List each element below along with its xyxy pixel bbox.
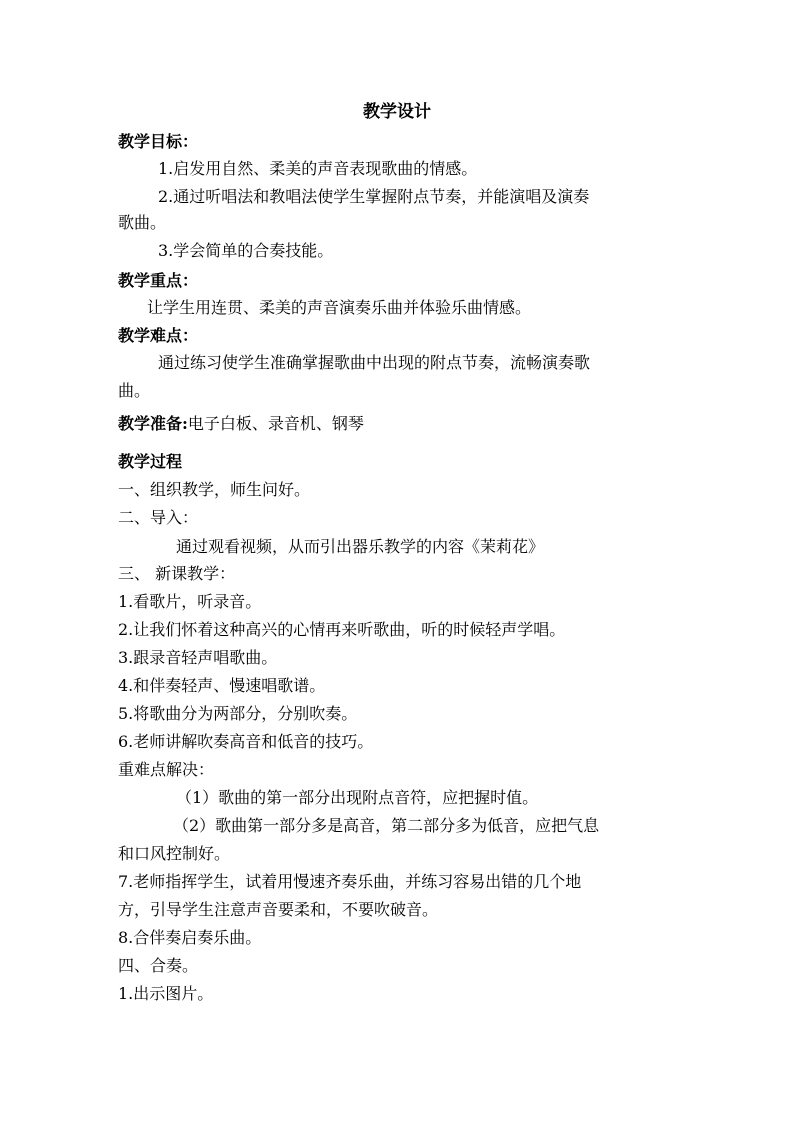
key-points-text: 让学生用连贯、柔美的声音演奏乐曲并体验乐曲情感。 bbox=[147, 298, 532, 317]
goal-item-2-line1: 2.通过听唱法和教唱法使学生掌握附点节奏，并能演唱及演奏 bbox=[158, 187, 590, 206]
process-heading: 教学过程 bbox=[118, 452, 183, 471]
process-step-7-line1: 7.老师指挥学生，试着用慢速齐奏乐曲，并练习容易出错的几个地 bbox=[118, 872, 582, 891]
process-step-2: 2.让我们怀着这种高兴的心情再来听歌曲，听的时候轻声学唱。 bbox=[118, 620, 566, 639]
document-title: 教学设计 bbox=[363, 102, 431, 122]
process-step-6: 6.老师讲解吹奏高音和低音的技巧。 bbox=[118, 732, 374, 751]
process-step-8: 8.合伴奏启奏乐曲。 bbox=[118, 928, 262, 947]
process-section-1: 一、组织教学，师生问好。 bbox=[118, 480, 311, 499]
preparation-text: 电子白板、录音机、钢琴 bbox=[187, 414, 364, 433]
solve-item-1: （1）歌曲的第一部分出现附点音符，应把握时值。 bbox=[176, 788, 539, 807]
key-points-heading: 教学重点： bbox=[118, 271, 199, 290]
solve-item-2-line2: 和口风控制好。 bbox=[118, 844, 231, 863]
process-step-4: 4.和伴奏轻声、慢速唱歌谱。 bbox=[118, 676, 326, 695]
goal-item-3: 3.学会简单的合奏技能。 bbox=[158, 241, 334, 260]
preparation-heading: 教学准备: bbox=[118, 414, 188, 433]
process-section-2: 二、导入： bbox=[118, 508, 199, 527]
solve-item-2-line1: （2）歌曲第一部分多是高音，第二部分多为低音，应把气息 bbox=[173, 816, 600, 835]
process-step-7-line2: 方，引导学生注意声音要柔和，不要吹破音。 bbox=[118, 900, 439, 919]
process-step-1: 1.看歌片，听录音。 bbox=[118, 592, 262, 611]
difficulties-text-line2: 曲。 bbox=[118, 381, 151, 400]
process-section-4: 四、合奏。 bbox=[118, 956, 199, 975]
process-section-4-item-1: 1.出示图片。 bbox=[118, 984, 214, 1003]
goal-item-1: 1.启发用自然、柔美的声音表现歌曲的情感。 bbox=[158, 159, 478, 178]
process-step-5: 5.将歌曲分为两部分，分别吹奏。 bbox=[118, 704, 358, 723]
process-step-3: 3.跟录音轻声唱歌曲。 bbox=[118, 648, 278, 667]
solve-heading: 重难点解决： bbox=[118, 760, 215, 779]
goal-item-2-line2: 歌曲。 bbox=[118, 213, 167, 232]
difficulties-text-line1: 通过练习使学生准确掌握歌曲中出现的附点节奏，流畅演奏歌 bbox=[158, 353, 591, 372]
difficulties-heading: 教学难点： bbox=[118, 326, 199, 345]
preparation-line bbox=[118, 413, 364, 435]
goals-heading: 教学目标： bbox=[118, 132, 199, 151]
process-section-3: 三、 新课教学： bbox=[118, 564, 236, 583]
process-section-2-text: 通过观看视频，从而引出器乐教学的内容《茉莉花》 bbox=[176, 537, 545, 556]
